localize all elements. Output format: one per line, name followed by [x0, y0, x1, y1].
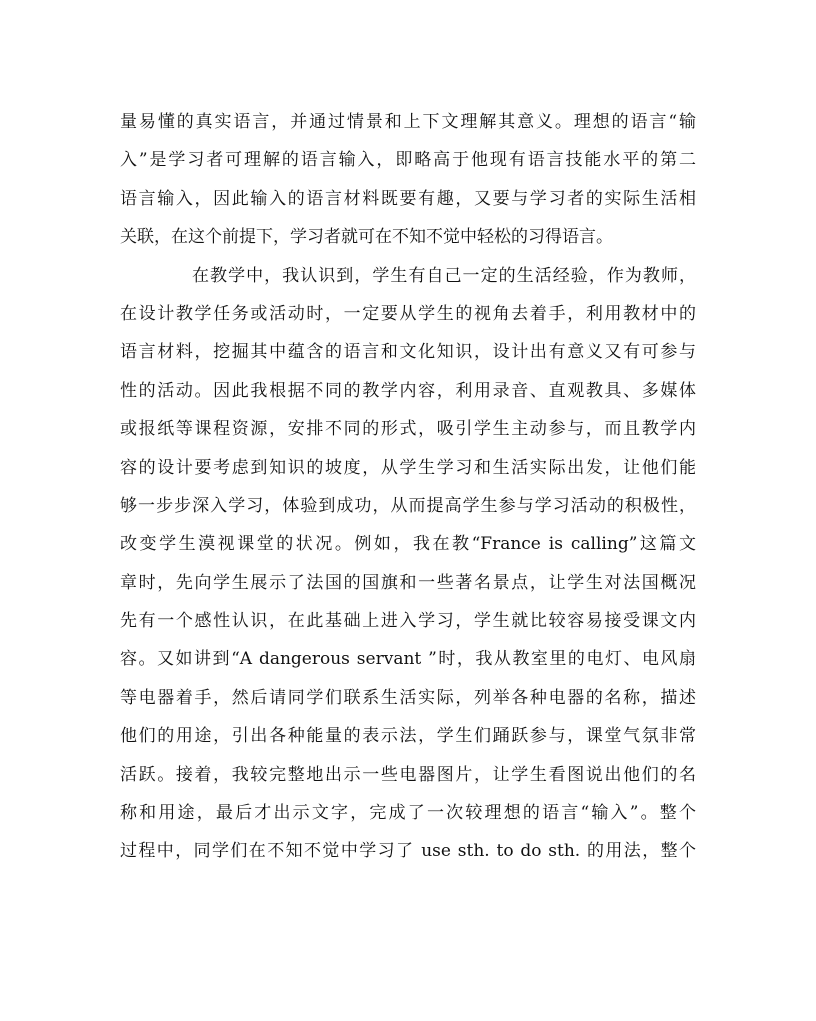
text-line: 称和用途，最后才出示文字，完成了一次较理想的语言“输入”。整个 [120, 803, 696, 824]
text-line: 语言输入，因此输入的语言材料既要有趣，又要与学习者的实际生活相 [120, 188, 696, 209]
text-line: 入”是学习者可理解的语言输入，即略高于他现有语言技能水平的第二 [120, 150, 696, 171]
paragraph-2 [120, 257, 696, 871]
text-line: 在教学中，我认识到，学生有自己一定的生活经验，作为教师， [192, 265, 696, 286]
text-line: 章时，先向学生展示了法国的国旗和一些著名景点，让学生对法国概况 [120, 572, 696, 593]
text-line: 改变学生漠视课堂的状况。例如，我在教“France is calling”这篇文 [120, 534, 696, 555]
text-line: 过程中，同学们在不知不觉中学习了 use sth. to do sth. 的用法，整个 [120, 841, 696, 862]
text-line: 容的设计要考虑到知识的坡度，从学生学习和生活实际出发，让他们能 [120, 457, 696, 478]
text-line: 在设计教学任务或活动时，一定要从学生的视角去着手，利用教材中的 [120, 303, 696, 324]
text-line: 或报纸等课程资源，安排不同的形式，吸引学生主动参与，而且教学内 [120, 419, 696, 440]
text-line: 等电器着手，然后请同学们联系生活实际，列举各种电器的名称，描述 [120, 687, 696, 708]
text-line: 性的活动。因此我根据不同的教学内容，利用录音、直观教具、多媒体 [120, 380, 696, 401]
text-line: 量易懂的真实语言，并通过情景和上下文理解其意义。理想的语言“输 [120, 112, 696, 132]
text-line: 活跃。接着，我较完整地出示一些电器图片，让学生看图说出他们的名 [120, 764, 696, 785]
text-line: 关联，在这个前提下，学习者就可在不知不觉中轻松的习得语言。 [120, 227, 613, 248]
text-line: 语言材料，挖掘其中蕴含的语言和文化知识，设计出有意义又有可参与 [120, 342, 696, 363]
text-line: 他们的用途，引出各种能量的表示法，学生们踊跃参与，课堂气氛非常 [120, 726, 696, 747]
text-line: 够一步步深入学习，体验到成功，从而提高学生参与学习活动的积极性， [120, 495, 696, 516]
paragraph-1 [120, 103, 696, 257]
text-line: 容。又如讲到“A dangerous servant ”时，我从教室里的电灯、电风扇 [120, 649, 696, 670]
document-page [120, 103, 696, 871]
text-line: 先有一个感性认识，在此基础上进入学习，学生就比较容易接受课文内 [120, 611, 696, 632]
